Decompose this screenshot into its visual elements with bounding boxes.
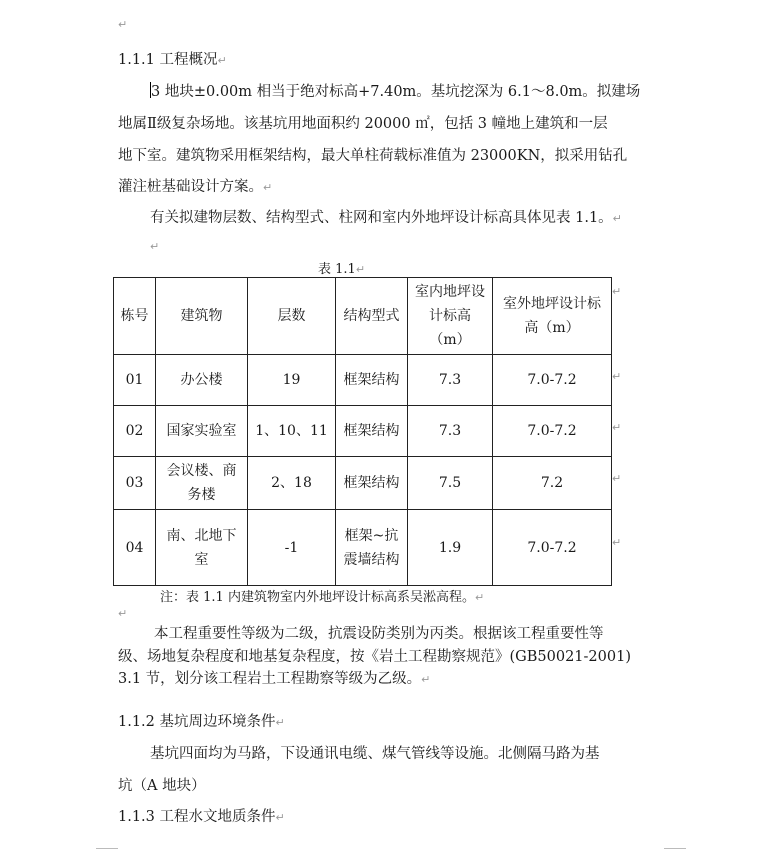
table-cell: 框架结构	[336, 457, 408, 510]
table-cell: 7.0-7.2	[493, 510, 612, 586]
header-cell: 室外地坪设计标高（m）	[493, 278, 612, 355]
building-table	[113, 277, 612, 586]
table-cell: 04	[114, 510, 156, 586]
table-cell: 国家实验室	[156, 406, 248, 457]
row-end-mark: ↵	[612, 370, 622, 383]
paragraph-line[interactable]: 3 地块±0.00m 相当于绝对标高+7.40m。基坑挖深为 6.1～8.0m。拟建场	[151, 84, 641, 100]
section-heading-1-1-2[interactable]: 1.1.2 基坑周边环境条件↵	[118, 714, 285, 730]
table-note: 注：表 1.1 内建筑物室内外地坪设计标高系吴淞高程。↵	[160, 590, 485, 605]
header-cell: 结构型式	[336, 278, 408, 355]
paragraph-mark: ↵	[118, 18, 128, 31]
section-heading-1-1-1[interactable]: 1.1.1 工程概况↵	[118, 52, 227, 68]
table-cell: 7.5	[408, 457, 493, 510]
paragraph-line[interactable]: 本工程重要性等级为二级，抗震设防类别为丙类。根据该工程重要性等	[154, 626, 604, 642]
table-cell: 南、北地下室	[156, 510, 248, 586]
header-cell: 层数	[248, 278, 336, 355]
table-row	[114, 406, 612, 457]
paragraph-line[interactable]: 3.1 节，划分该工程岩土工程勘察等级为乙级。↵	[118, 671, 431, 687]
table-row	[114, 457, 612, 510]
table-cell: 会议楼、商务楼	[156, 457, 248, 510]
table-cell: 框架结构	[336, 355, 408, 406]
paragraph-mark: ↵	[118, 607, 128, 620]
row-end-mark: ↵	[612, 421, 622, 434]
section-heading-1-1-3[interactable]: 1.1.3 工程水文地质条件↵	[118, 809, 285, 825]
table-cell: 7.3	[408, 406, 493, 457]
table-cell: 框架~抗震墙结构	[336, 510, 408, 586]
table-cell: 7.2	[493, 457, 612, 510]
row-end-mark: ↵	[612, 472, 622, 485]
table-row	[114, 510, 612, 586]
table-cell: 框架结构	[336, 406, 408, 457]
table-cell: -1	[248, 510, 336, 586]
table-cell: 7.0-7.2	[493, 406, 612, 457]
page-corner-mark	[664, 848, 686, 849]
table-caption: 表 1.1↵	[318, 262, 366, 277]
paragraph-line[interactable]: 坑（A 地块）	[118, 778, 206, 794]
table-cell: 7.3	[408, 355, 493, 406]
page-corner-mark	[96, 848, 118, 849]
paragraph-mark: ↵	[150, 240, 160, 253]
paragraph-line[interactable]: 地属Ⅱ级复杂场地。该基坑用地面积约 20000 ㎡，包括 3 幢地上建筑和一层	[118, 116, 608, 132]
table-header-row	[114, 278, 612, 355]
table-cell: 19	[248, 355, 336, 406]
table-cell: 1、10、11	[248, 406, 336, 457]
table-cell: 2、18	[248, 457, 336, 510]
table-cell: 03	[114, 457, 156, 510]
paragraph-line[interactable]: 级、场地复杂程度和地基复杂程度，按《岩土工程勘察规范》(GB50021-2001)	[118, 649, 631, 665]
table-cell: 02	[114, 406, 156, 457]
header-cell: 室内地坪设计标高（m）	[408, 278, 493, 355]
row-end-mark: ↵	[612, 285, 622, 298]
row-end-mark: ↵	[612, 536, 622, 549]
table-cell: 1.9	[408, 510, 493, 586]
paragraph-line[interactable]: 灌注桩基础设计方案。↵	[118, 179, 273, 195]
paragraph-line[interactable]: 地下室。建筑物采用框架结构，最大单柱荷载标准值为 23000KN，拟采用钻孔	[118, 148, 628, 164]
paragraph-line[interactable]: 有关拟建物层数、结构型式、柱网和室内外地坪设计标高具体见表 1.1。↵	[150, 210, 622, 226]
table-row	[114, 355, 612, 406]
paragraph-line[interactable]: 基坑四面均为马路，下设通讯电缆、煤气管线等设施。北侧隔马路为基	[150, 746, 600, 762]
table-cell: 办公楼	[156, 355, 248, 406]
table-cell: 01	[114, 355, 156, 406]
header-cell: 建筑物	[156, 278, 248, 355]
header-cell: 栋号	[114, 278, 156, 355]
table-cell: 7.0-7.2	[493, 355, 612, 406]
